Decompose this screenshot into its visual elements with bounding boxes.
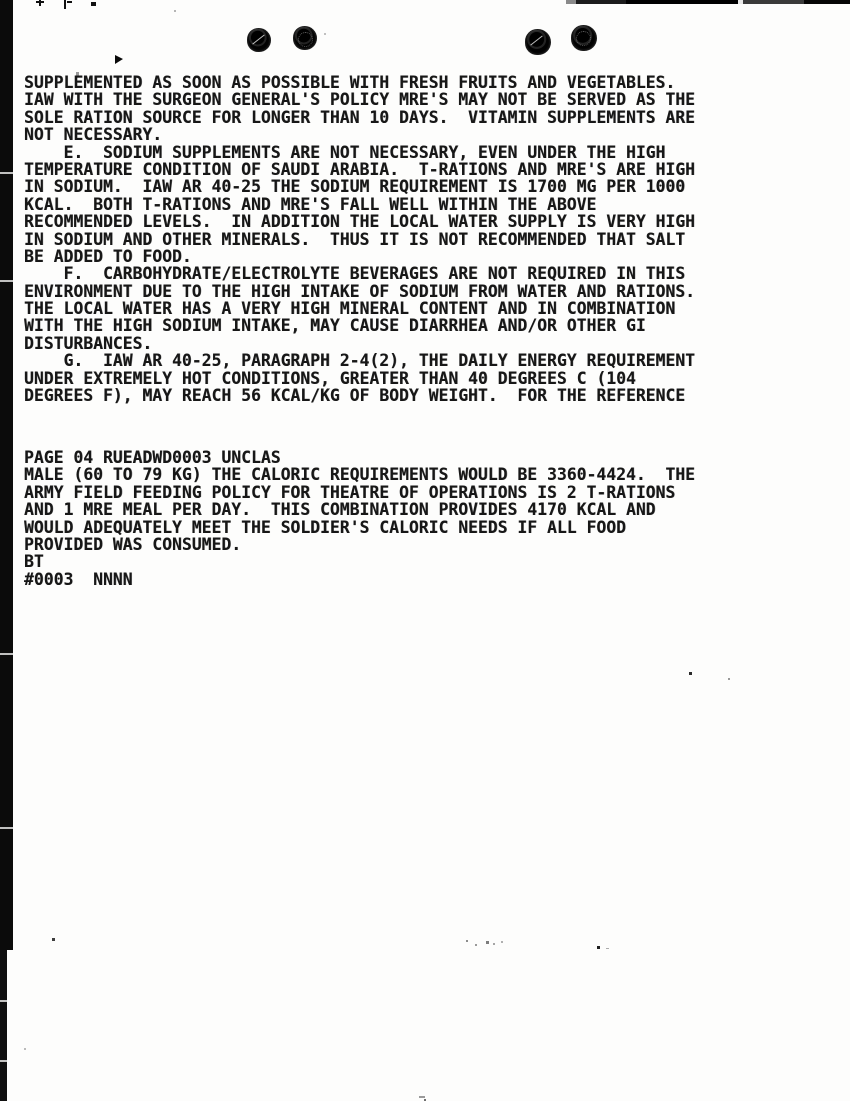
toner-speck: [493, 943, 495, 945]
pen-mark: [64, 0, 66, 9]
pen-mark: [67, 1, 72, 3]
text-line: G. IAW AR 40-25, PARAGRAPH 2-4(2), THE DAILY ENERGY REQUIREMENT: [24, 351, 696, 371]
toner-speck: [501, 941, 503, 943]
text-line: PROVIDED WAS CONSUMED.: [24, 534, 242, 554]
text-line: TEMPERATURE CONDITION OF SAUDI ARABIA. T-RATIONS AND MRE'S ARE HIGH: [24, 159, 696, 179]
message-continuation-text: [24, 449, 695, 588]
pen-mark: [39, 0, 41, 6]
text-line: BE ADDED TO FOOD.: [24, 246, 192, 266]
hole-punch-mark: [293, 26, 317, 50]
scan-edge-notch: [0, 280, 13, 282]
toner-speck: [174, 10, 176, 12]
text-line: THE LOCAL WATER HAS A VERY HIGH MINERAL CONTENT AND IN COMBINATION: [24, 299, 676, 319]
text-line: MALE (60 TO 79 KG) THE CALORIC REQUIREMENTS WOULD BE 3360-4424. THE: [24, 465, 696, 485]
text-line: KCAL. BOTH T-RATIONS AND MRE'S FALL WELL WITHIN THE ABOVE: [24, 194, 597, 214]
scan-edge-notch: [0, 653, 13, 655]
toner-speck: [475, 944, 477, 946]
text-line: NOT NECESSARY.: [24, 125, 163, 145]
toner-speck: [419, 1096, 425, 1098]
hole-punch-mark: [571, 25, 597, 51]
pen-mark: [91, 2, 96, 6]
text-line: DISTURBANCES.: [24, 333, 153, 353]
text-line: AND 1 MRE MEAL PER DAY. THIS COMBINATION PROVIDES 4170 KCAL AND: [24, 500, 656, 520]
text-line: ARMY FIELD FEEDING POLICY FOR THEATRE OF OPERATIONS IS 2 T-RATIONS: [24, 482, 676, 502]
text-line: SUPPLEMENTED AS SOON AS POSSIBLE WITH FRESH FRUITS AND VEGETABLES.: [24, 73, 676, 92]
text-line: ENVIRONMENT DUE TO THE HIGH INTAKE OF SODIUM FROM WATER AND RATIONS.: [24, 281, 696, 301]
text-line: DEGREES F), MAY REACH 56 KCAL/KG OF BODY WEIGHT. FOR THE REFERENCE: [24, 386, 686, 406]
text-line: WITH THE HIGH SODIUM INTAKE, MAY CAUSE DIARRHEA AND/OR OTHER GI: [24, 316, 646, 336]
text-line: UNDER EXTREMELY HOT CONDITIONS, GREATER THAN 40 DEGREES C (104: [24, 368, 636, 388]
scan-edge-bar-left-lower: [0, 950, 7, 1101]
scan-edge-notch: [0, 172, 13, 174]
text-line: IN SODIUM AND OTHER MINERALS. THUS IT IS NOT RECOMMENDED THAT SALT: [24, 229, 686, 249]
text-line: WOULD ADEQUATELY MEET THE SOLDIER'S CALORIC NEEDS IF ALL FOOD: [24, 517, 626, 537]
scan-edge-bar-left: [0, 0, 13, 950]
text-line: IN SODIUM. IAW AR 40-25 THE SODIUM REQUIREMENT IS 1700 MG PER 1000: [24, 177, 686, 197]
text-line: #0003 NNNN: [24, 569, 133, 589]
scan-edge-notch: [0, 1000, 7, 1002]
toner-speck: [597, 946, 600, 949]
toner-speck: [324, 33, 326, 35]
toner-speck: [466, 940, 468, 942]
message-body-text: [24, 74, 695, 404]
scan-edge-notch: [0, 1060, 7, 1062]
toner-speck: [486, 941, 489, 944]
hole-punch-mark: [525, 29, 551, 55]
text-line: F. CARBOHYDRATE/ELECTROLYTE BEVERAGES ARE NOT REQUIRED IN THIS: [24, 264, 686, 284]
text-line: BT: [24, 552, 44, 572]
text-line: SOLE RATION SOURCE FOR LONGER THAN 10 DAYS. VITAMIN SUPPLEMENTS ARE: [24, 107, 696, 127]
text-line: RECOMMENDED LEVELS. IN ADDITION THE LOCAL WATER SUPPLY IS VERY HIGH: [24, 212, 696, 232]
toner-speck: [24, 1048, 26, 1050]
toner-speck: [52, 938, 55, 941]
toner-speck: [728, 678, 730, 680]
toner-speck: [689, 672, 692, 675]
arrow-mark: [115, 55, 123, 64]
text-line: E. SODIUM SUPPLEMENTS ARE NOT NECESSARY, EVEN UNDER THE HIGH: [24, 142, 666, 162]
text-line: IAW WITH THE SURGEON GENERAL'S POLICY MRE'S MAY NOT BE SERVED AS THE: [24, 90, 696, 110]
hole-punch-mark: [247, 28, 271, 52]
toner-speck: [606, 948, 609, 949]
text-line: PAGE 04 RUEADWD0003 UNCLAS: [24, 448, 281, 467]
scan-edge-bar-top: [566, 0, 850, 4]
scan-edge-notch: [0, 827, 13, 829]
